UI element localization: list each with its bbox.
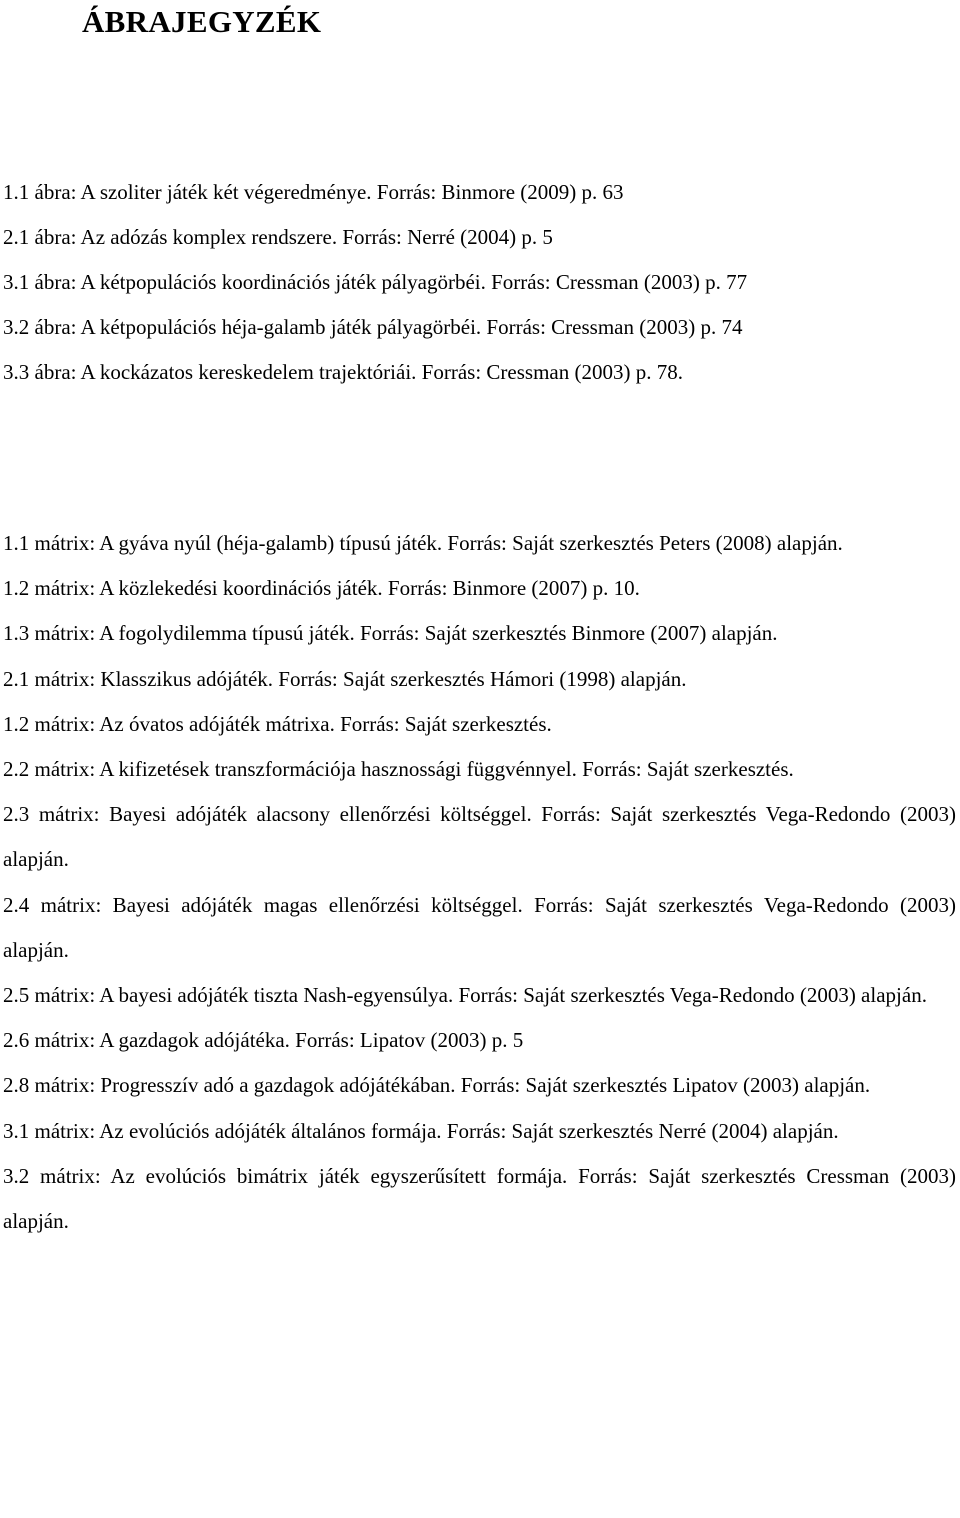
page-title: ÁBRAJEGYZÉK	[82, 4, 322, 39]
matrix-entry: 1.2 mátrix: Az óvatos adójáték mátrixa. Forrás: Saját szerkesztés.	[3, 711, 552, 736]
matrix-entry: 1.1 mátrix: A gyáva nyúl (héja-galamb) típusú játék. Forrás: Saját szerkesztés Peters (2008) alapján.	[3, 531, 843, 555]
matrix-entry: 2.2 mátrix: A kifizetések transzformációja hasznossági függvénnyel. Forrás: Saját szerkesztés.	[3, 757, 794, 782]
matrix-entry: 1.2 mátrix: A közlekedési koordinációs játék. Forrás: Binmore (2007) p. 10.	[3, 576, 640, 601]
matrix-entry: 2.1 mátrix: Klasszikus adójáték. Forrás: Saját szerkesztés Hámori (1998) alapján.	[3, 666, 687, 691]
matrix-entry: 2.3 mátrix: Bayesi adójáték alacsony ellenőrzési költséggel. Forrás: Saját szerkesztés Vega-Redondo (2003) alapján.	[3, 802, 956, 872]
figure-entry: 1.1 ábra: A szoliter játék két végeredménye. Forrás: Binmore (2009) p. 63	[3, 180, 624, 204]
figure-entry: 2.1 ábra: Az adózás komplex rendszere. Forrás: Nerré (2004) p. 5	[3, 225, 553, 249]
matrix-entry: 2.8 mátrix: Progresszív adó a gazdagok adójátékában. Forrás: Saját szerkesztés Lipatov (2003) alapján.	[3, 1073, 871, 1098]
matrix-list	[3, 521, 956, 1244]
matrix-entry: 2.6 mátrix: A gazdagok adójátéka. Forrás: Lipatov (2003) p. 5	[3, 1028, 524, 1053]
figure-entry: 3.3 ábra: A kockázatos kereskedelem trajektóriái. Forrás: Cressman (2003) p. 78.	[3, 360, 683, 384]
matrix-entry: 1.3 mátrix: A fogolydilemma típusú játék. Forrás: Saját szerkesztés Binmore (2007) alapján.	[3, 621, 778, 646]
figure-entry: 3.2 ábra: A kétpopulációs héja-galamb játék pályagörbéi. Forrás: Cressman (2003) p. 74	[3, 315, 743, 339]
matrix-entry: 3.1 mátrix: Az evolúciós adójáték általános formája. Forrás: Saját szerkesztés Nerré (2004) alapján.	[3, 1118, 839, 1143]
matrix-entry: 3.2 mátrix: Az evolúciós bimátrix játék egyszerűsített formája. Forrás: Saját szerkesztés Cressman (2003) alapján.	[3, 1163, 956, 1234]
figure-entry: 3.1 ábra: A kétpopulációs koordinációs játék pályagörbéi. Forrás: Cressman (2003) p. 77	[3, 270, 748, 294]
matrix-entry: 2.4 mátrix: Bayesi adójáték magas ellenőrzési költséggel. Forrás: Saját szerkesztés Vega-Redondo (2003) alapján.	[3, 892, 956, 962]
matrix-entry: 2.5 mátrix: A bayesi adójáték tiszta Nash-egyensúlya. Forrás: Saját szerkesztés Vega-Redondo (2003) alapján.	[3, 983, 927, 1008]
figure-list	[3, 170, 953, 395]
